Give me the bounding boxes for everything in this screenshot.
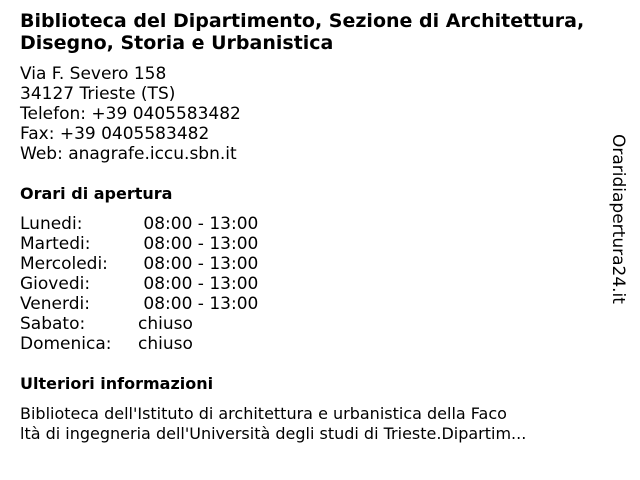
title-line-2: Disegno, Storia e Urbanistica <box>20 32 334 54</box>
hours-row-saturday <box>20 314 258 334</box>
hours-row-monday <box>20 214 258 234</box>
more-info-text <box>20 404 580 444</box>
opening-hours-table <box>20 214 258 354</box>
day-hours: 08:00 - 13:00 <box>138 294 259 314</box>
hours-row-friday <box>20 294 258 314</box>
fax-number: Fax: +39 0405583482 <box>20 124 210 144</box>
hours-row-tuesday <box>20 234 258 254</box>
day-label: Domenica: <box>20 334 112 354</box>
hours-row-sunday <box>20 334 258 354</box>
website: Web: anagrafe.iccu.sbn.it <box>20 144 237 164</box>
more-info-line-1: Biblioteca dell'Istituto di architettura e urbanistica della Faco <box>20 404 507 423</box>
day-label: Lunedi: <box>20 214 83 234</box>
address-block <box>20 64 241 164</box>
more-info-line-2: ltà di ingegneria dell'Università degli studi di Trieste.Dipartim... <box>20 424 527 443</box>
site-watermark: Oraridiapertura24.it <box>608 134 628 304</box>
day-label: Venerdi: <box>20 294 90 314</box>
city-address: 34127 Trieste (TS) <box>20 84 176 104</box>
day-hours: 08:00 - 13:00 <box>138 214 259 234</box>
street-address: Via F. Severo 158 <box>20 64 167 84</box>
day-hours: 08:00 - 13:00 <box>138 254 259 274</box>
day-hours: 08:00 - 13:00 <box>138 234 259 254</box>
day-hours: chiuso <box>138 334 193 354</box>
phone-number: Telefon: +39 0405583482 <box>20 104 241 124</box>
hours-row-wednesday <box>20 254 258 274</box>
title-line-1: Biblioteca del Dipartimento, Sezione di Architettura, <box>20 10 585 32</box>
hours-row-thursday <box>20 274 258 294</box>
day-label: Martedi: <box>20 234 91 254</box>
day-label: Giovedi: <box>20 274 91 294</box>
day-hours: 08:00 - 13:00 <box>138 274 259 294</box>
more-info-heading: Ulteriori informazioni <box>20 374 214 393</box>
opening-hours-heading: Orari di apertura <box>20 184 173 203</box>
day-label: Sabato: <box>20 314 86 334</box>
library-title <box>20 10 620 54</box>
day-hours: chiuso <box>138 314 193 334</box>
day-label: Mercoledi: <box>20 254 108 274</box>
